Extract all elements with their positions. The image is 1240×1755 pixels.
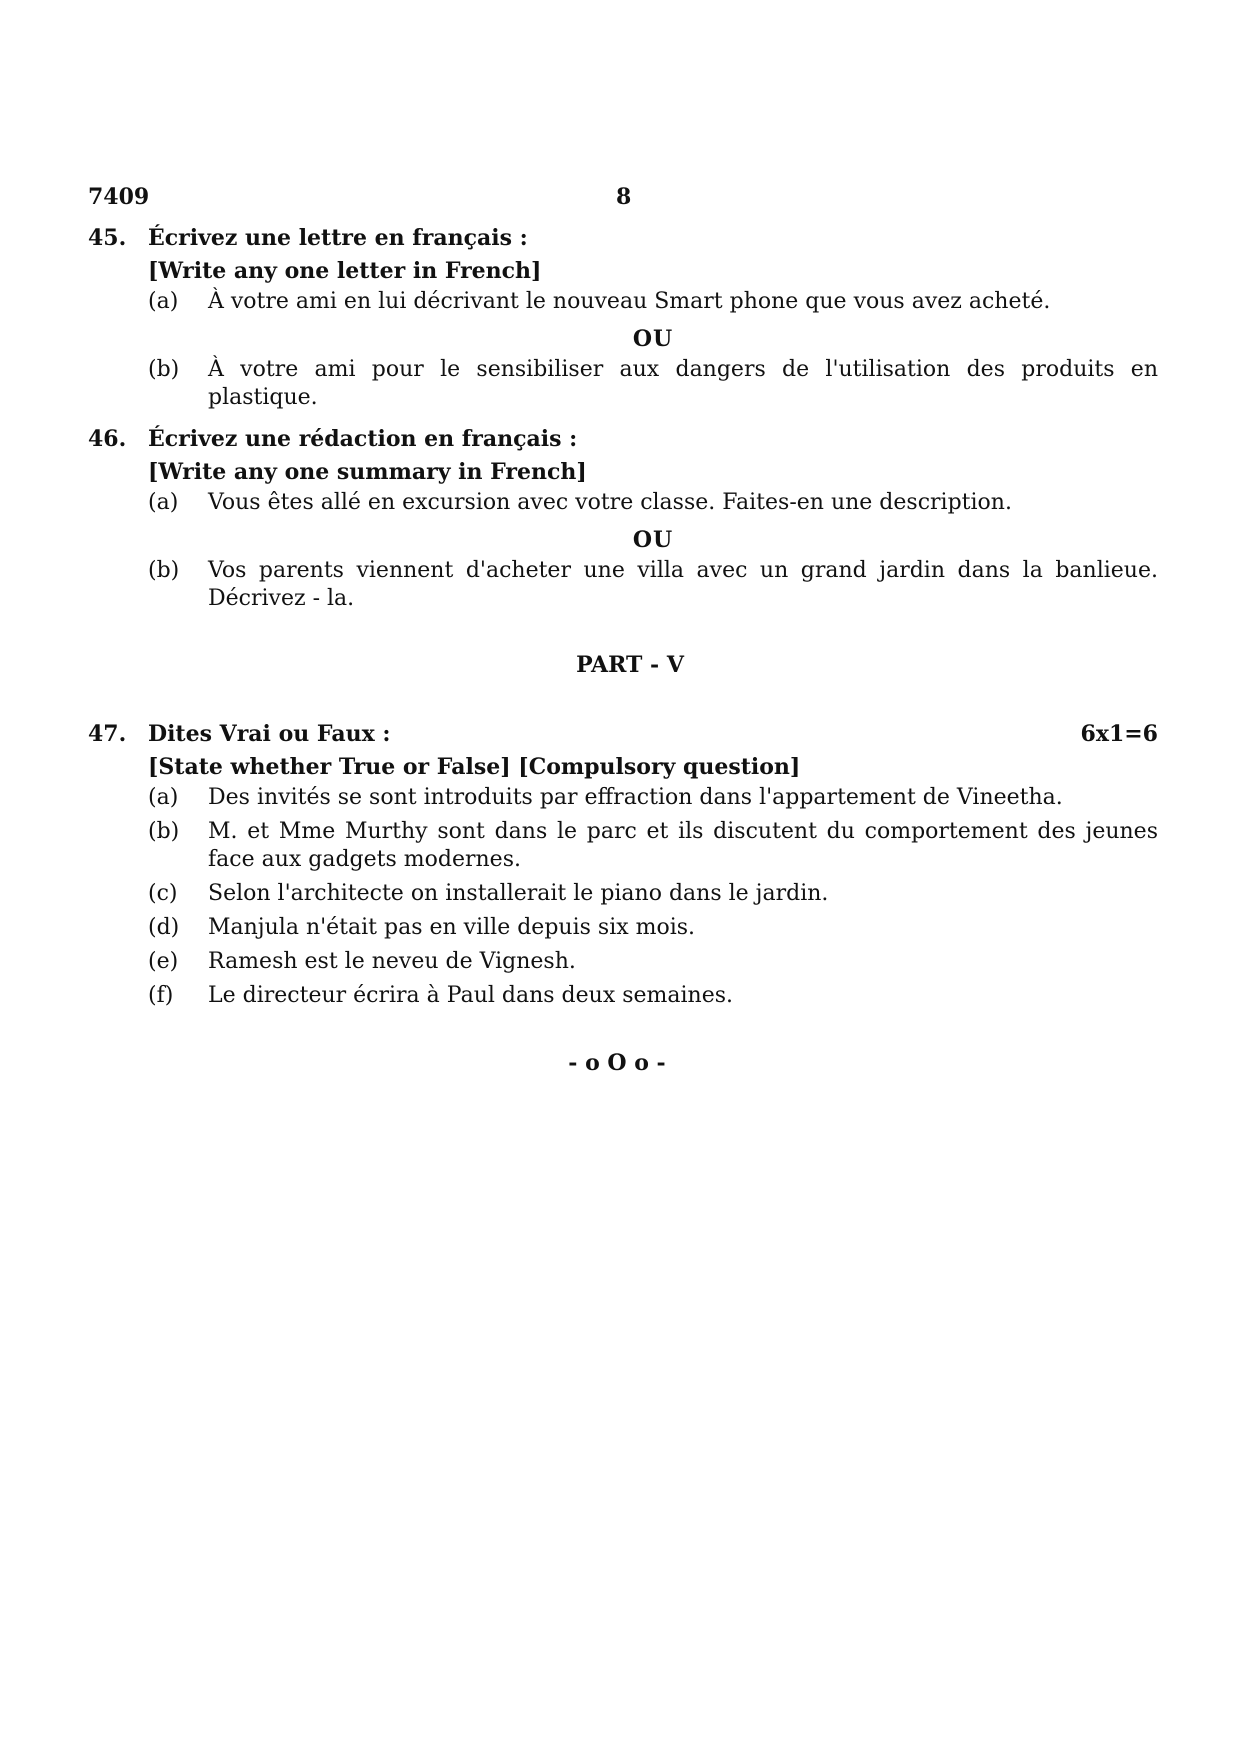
option-text: Vos parents viennent d'acheter une villa avec un grand jardin dans la banlieue. Décrivez - la. [208,558,1158,611]
statement-label: (a) [148,785,179,810]
question-number: 47. [88,721,127,747]
or-separator: OU [632,326,674,352]
question-45-header [88,222,1158,254]
statement-label: (d) [148,915,180,940]
statement-label: (f) [148,983,174,1008]
question-number: 46. [88,426,127,452]
question-instruction: [Write any one letter in French] [148,258,542,284]
option-b [88,557,1158,613]
statement-label: (c) [148,881,178,906]
option-label: (b) [148,558,180,583]
statement-text: Ramesh est le neveu de Vignesh. [208,949,576,974]
question-title: Dites Vrai ou Faux : [148,721,391,747]
question-instruction: [State whether True or False] [Compulsory question] [148,754,801,780]
page-header [88,184,1158,214]
question-47-header [88,718,1158,750]
question-marks: 6x1=6 [1080,721,1158,747]
statement-label: (e) [148,949,179,974]
end-mark-text: - o O o - [568,1050,666,1076]
question-46-header [88,423,1158,455]
statement-text: Selon l'architecte on installerait le piano dans le jardin. [208,881,829,906]
option-label: (a) [148,490,179,515]
statement-item [88,982,1158,1010]
question-46 [88,423,1158,619]
statement-item [88,818,1158,874]
option-text: À votre ami en lui décrivant le nouveau Smart phone que vous avez acheté. [208,289,1051,314]
statement-item [88,784,1158,812]
statement-text: Manjula n'était pas en ville depuis six mois. [208,915,696,940]
end-of-paper-mark [0,1050,1240,1076]
question-45 [88,222,1158,418]
question-number: 45. [88,225,127,251]
question-47 [88,718,1158,1016]
statement-item [88,948,1158,976]
paper-code: 7409 [88,184,150,210]
option-a [88,288,1158,316]
question-title: Écrivez une rédaction en français : [148,426,578,452]
option-text: À votre ami pour le sensibiliser aux dangers de l'utilisation des produits en plastique. [208,357,1158,410]
statement-label: (b) [148,819,180,844]
part-heading [0,652,1240,678]
or-separator: OU [632,527,674,553]
statement-text: M. et Mme Murthy sont dans le parc et ils discutent du comportement des jeunes face aux gadgets modernes. [208,819,1158,872]
option-text: Vous êtes allé en excursion avec votre classe. Faites-en une description. [208,490,1012,515]
question-title: Écrivez une lettre en français : [148,225,528,251]
statement-text: Des invités se sont introduits par effraction dans l'appartement de Vineetha. [208,785,1063,810]
statement-item [88,914,1158,942]
part-title: PART - V [576,652,684,678]
page-number: 8 [616,184,632,210]
option-label: (b) [148,357,180,382]
option-label: (a) [148,289,179,314]
statement-item [88,880,1158,908]
option-b [88,356,1158,412]
statement-text: Le directeur écrira à Paul dans deux semaines. [208,983,734,1008]
option-a [88,489,1158,517]
question-instruction: [Write any one summary in French] [148,459,587,485]
